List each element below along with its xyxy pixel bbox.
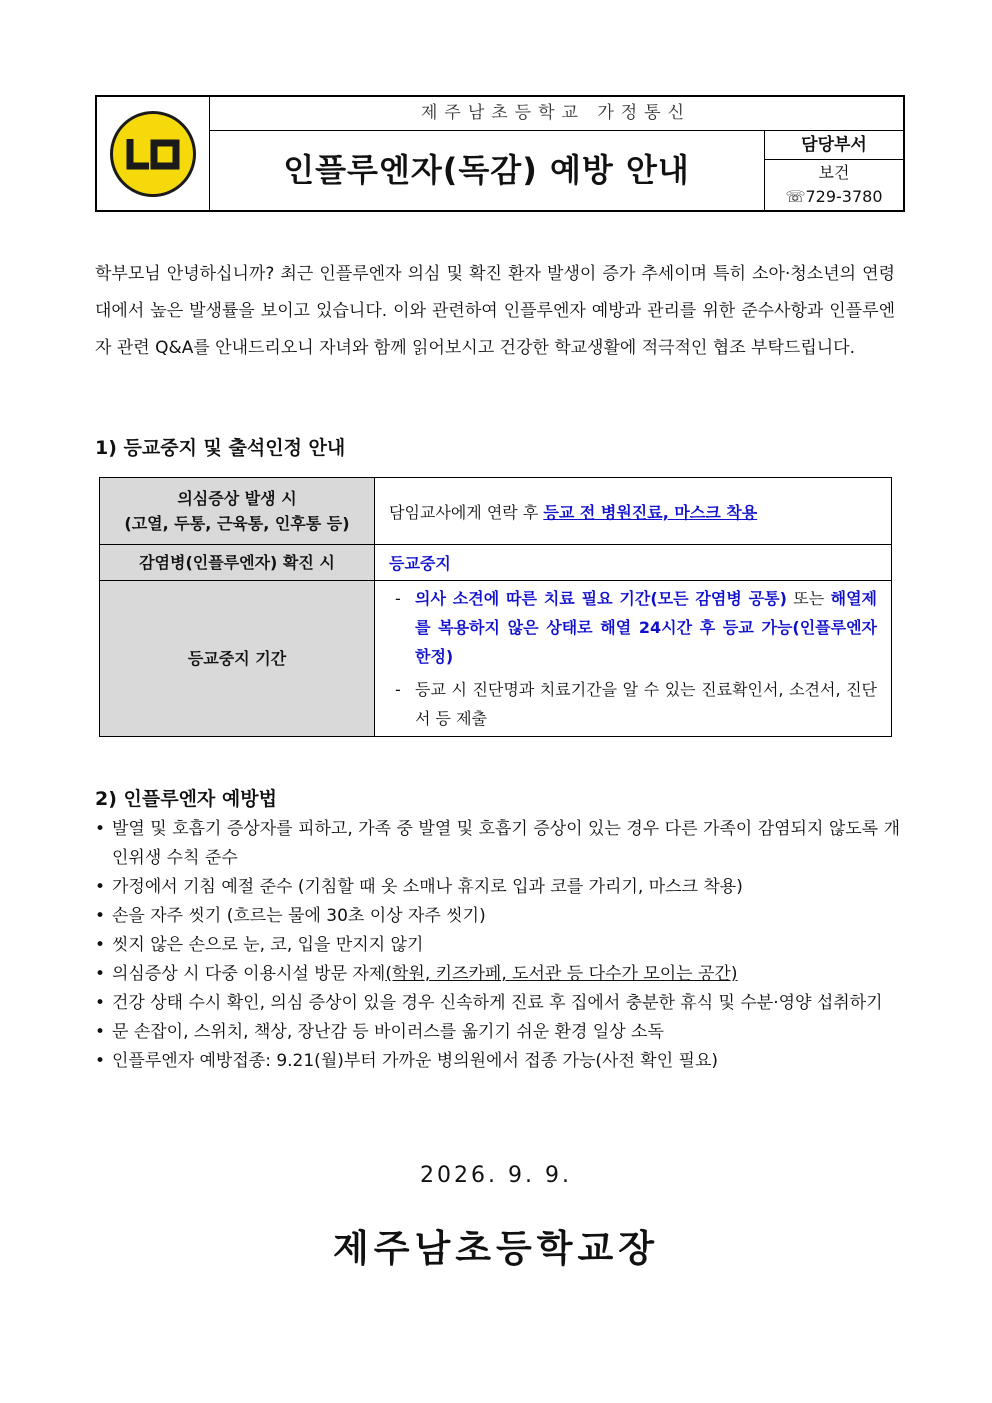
attendance-table (99, 477, 892, 737)
list-item-text: 발열 및 호흡기 증상자를 피하고, 가족 중 발열 및 호흡기 증상이 있는 경우 다른 가족이 감염되지 않도록 개인위생 수칙 준수 (112, 819, 900, 868)
department-box (764, 131, 903, 210)
row-value-highlight: 등교 전 병원진료, 마스크 착용 (543, 502, 758, 522)
blue-text: 의사 소견에 따른 치료 필요 기간(모든 감염병 공통) (415, 589, 787, 608)
list-item (95, 873, 900, 902)
list-item (95, 989, 900, 1018)
dash-marker: - (395, 589, 401, 608)
plain-text: 또는 (786, 589, 831, 608)
list-item-text: 문 손잡이, 스위치, 책상, 장난감 등 바이러스를 옮기기 쉬운 환경 일상 소독 (112, 1022, 664, 1042)
dash-item (389, 584, 877, 671)
section1-title: 1) 등교중지 및 출석인정 안내 (95, 437, 346, 459)
row-value-text: 담임교사에게 연락 후 (389, 502, 544, 522)
list-item (95, 960, 900, 989)
department-name: 보건 (818, 163, 850, 182)
list-item-text: 의심증상 시 다중 이용시설 방문 자제 (112, 964, 386, 984)
list-item-text: 가정에서 기침 예절 준수 (기침할 때 옷 소매나 휴지로 입과 코를 가리기, 마스크 착용) (112, 877, 743, 897)
newsletter-header (95, 95, 905, 212)
list-item (95, 1047, 900, 1076)
bullet: • (95, 964, 106, 984)
list-item-text: 건강 상태 수시 확인, 의심 증상이 있을 경우 신속하게 진료 후 집에서 충분한 휴식 및 수분·영양 섭취하기 (112, 993, 883, 1013)
intro-paragraph: 학부모님 안녕하십니까? 최근 인플루엔자 의심 및 확진 환자 발생이 증가 추세이며 특히 소아·청소년의 연령대에서 높은 발생률을 보이고 있습니다. 이와 관련하여 인플루엔자 예방과 관리를 위한 준수사항과 인플루엔자 관련 Q&A를 안내드리오니 자녀와 함께 읽어보시고 건강한 학교생활에 적극적인 협조 부탁드립니다. (95, 264, 895, 358)
issue-date: 2026. 9. 9. (420, 1163, 572, 1188)
bullet: • (95, 1051, 106, 1071)
school-line: 제주남초등학교 가정통신 (209, 97, 903, 131)
dash-marker: - (395, 680, 401, 699)
bullet: • (95, 906, 106, 926)
prevention-list (95, 815, 900, 1076)
list-item (95, 931, 900, 960)
row-label-line: (고열, 두통, 근육통, 인후통 등) (124, 514, 350, 533)
row-label (100, 478, 375, 545)
list-item-text: 인플루엔자 예방접종: 9.21(월)부터 가까운 병의원에서 접종 가능(사전 확인 필요) (112, 1051, 718, 1071)
table-row (100, 478, 892, 545)
list-item-underlined: (학원, 키즈카페, 도서관 등 다수가 모이는 공간) (385, 964, 738, 984)
logo-cell (97, 97, 210, 210)
row-value: 등교중지 (375, 545, 892, 581)
school-logo-icon (110, 111, 196, 197)
row-label: 등교중지 기간 (100, 581, 375, 737)
dash-item (389, 675, 877, 733)
list-item (95, 1018, 900, 1047)
list-item-text: 씻지 않은 손으로 눈, 코, 입을 만지지 않기 (112, 935, 424, 955)
table-row (100, 545, 892, 581)
bullet: • (95, 993, 106, 1013)
bullet: • (95, 1022, 106, 1042)
bullet: • (95, 877, 106, 897)
bullet: • (95, 819, 106, 839)
row-label: 감염병(인플루엔자) 확진 시 (100, 545, 375, 581)
page-title: 인플루엔자(독감) 예방 안내 (283, 151, 690, 189)
section2-title: 2) 인플루엔자 예방법 (95, 788, 277, 810)
principal-signature: 제주남초등학교장 (333, 1227, 659, 1270)
blue-text: 해열제를 복용하지 않은 상태로 해열 24시간 후 등교 가능(인플루엔자 한정) (415, 589, 877, 666)
department-label: 담당부서 (765, 131, 903, 160)
row-label-line: 의심증상 발생 시 (177, 489, 297, 508)
plain-text: 등교 시 진단명과 치료기간을 알 수 있는 진료확인서, 소견서, 진단서 등 제출 (415, 680, 877, 728)
list-item-text: 손을 자주 씻기 (흐르는 물에 30초 이상 자주 씻기) (112, 906, 486, 926)
department-phone: ☏729-3780 (785, 187, 883, 206)
bullet: • (95, 935, 106, 955)
list-item (95, 902, 900, 931)
table-row (100, 581, 892, 737)
list-item (95, 815, 900, 873)
row-value (375, 478, 892, 545)
row-value (375, 581, 892, 737)
